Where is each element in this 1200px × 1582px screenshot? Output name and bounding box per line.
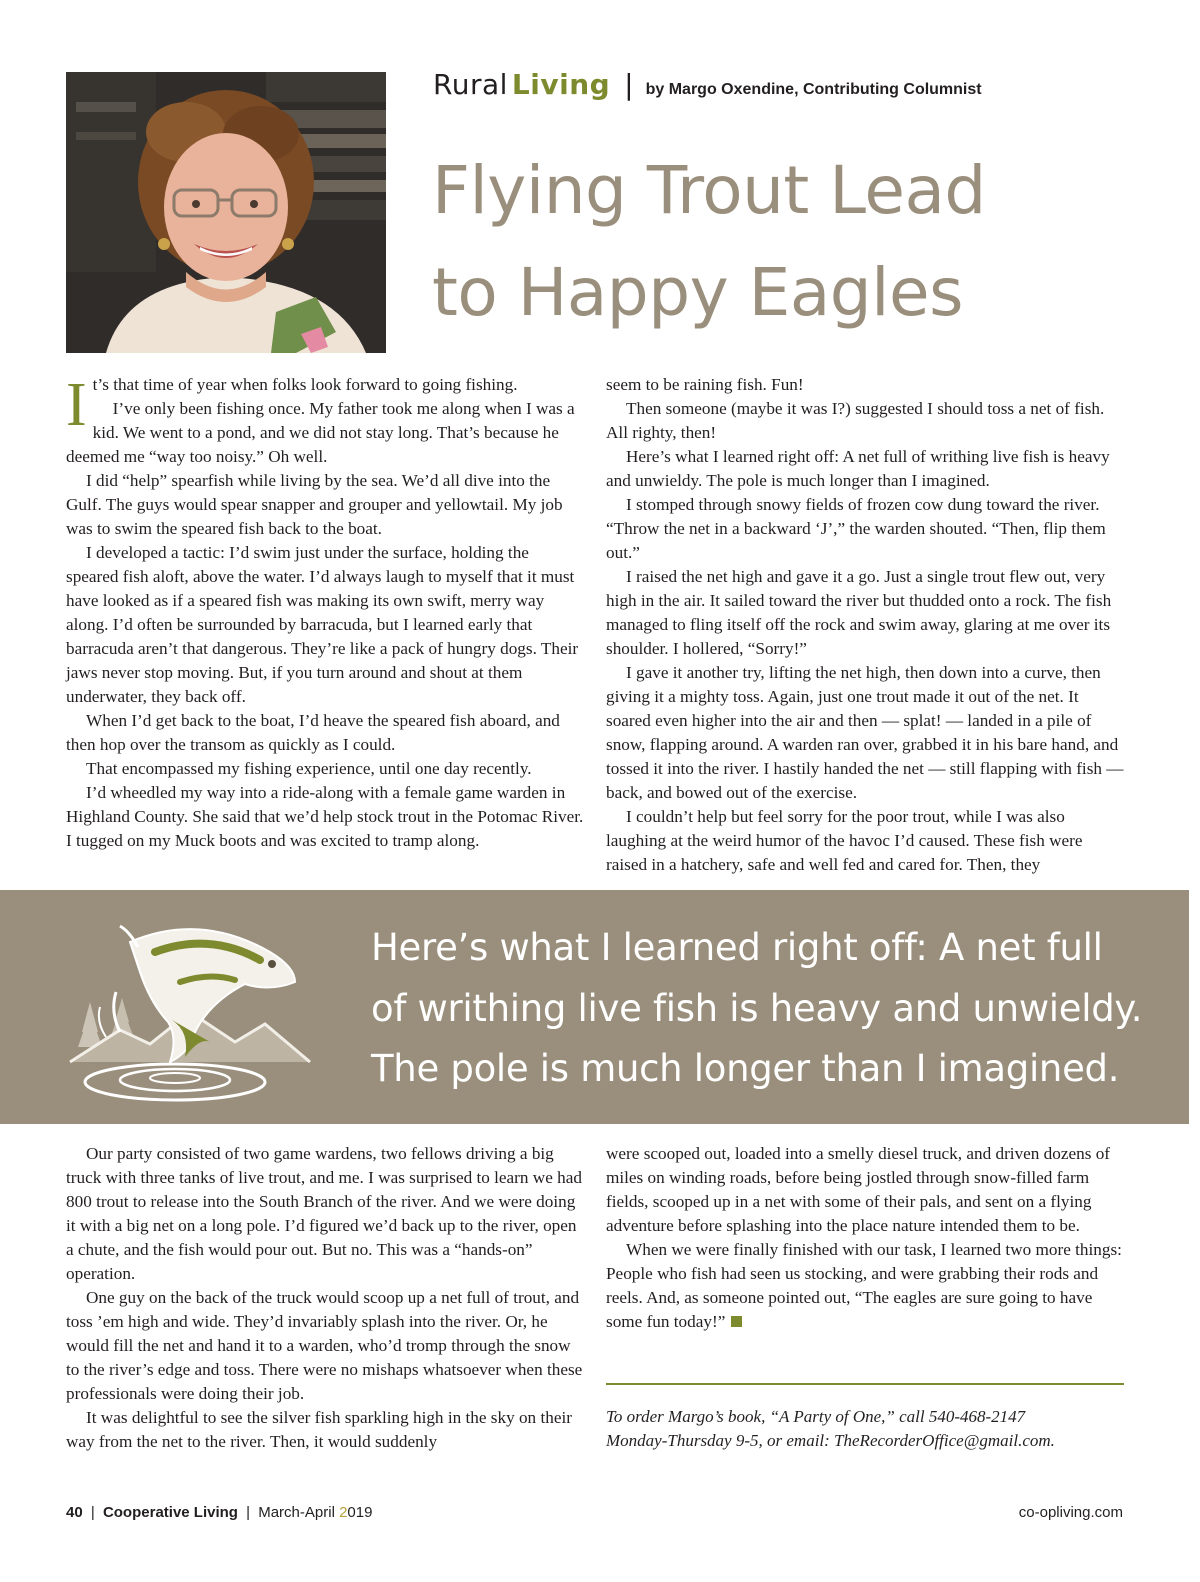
pullquote-line-2: of writhing live fish is heavy and unwieldy.	[371, 986, 1143, 1030]
paragraph: were scooped out, loaded into a smelly diesel truck, and driven dozens of miles on winding roads, before being jostled through snow-filled farm fields, scooped up in a net with some of their pals, and sent on a flying adventure before splashing into the place nature intended them to be.	[606, 1144, 1111, 1235]
headline-line-2: to Happy Eagles	[432, 254, 964, 331]
paragraph: That encompassed my fishing experience, until one day recently.	[86, 759, 532, 778]
footer-separator: |	[90, 1504, 95, 1521]
paragraph: I’ve only been fishing once. My father took me along when I was a kid. We went to a pond, and we did not stay long. That’s because he deemed me “way too noisy.” Oh well.	[66, 399, 575, 466]
article-column-4	[606, 1142, 1126, 1334]
trout-illustration-icon	[60, 912, 320, 1112]
article-headline	[432, 140, 1172, 344]
paragraph: When I’d get back to the boat, I’d heave the speared fish aboard, and then hop over the transom as quickly as I could.	[66, 711, 560, 754]
footer-separator: |	[246, 1504, 251, 1521]
paragraph: seem to be raining fish. Fun!	[606, 375, 804, 394]
website-link[interactable]: co-opliving.com	[1018, 1504, 1123, 1521]
paragraph: I couldn’t help but feel sorry for the poor trout, while I was also laughing at the weird humor of the havoc I’d caused. These fish were raised in a hatchery, safe and well fed and cared for. Then, they	[606, 807, 1083, 874]
paragraph: I’d wheedled my way into a ride-along with a female game warden in Highland County. She said that we’d help stock trout in the Potomac River. I tugged on my Muck boots and was excited to tramp along.	[66, 783, 584, 850]
pullquote-line-3: The pole is much longer than I imagined.	[371, 1047, 1120, 1090]
kicker-separator: |	[624, 68, 634, 101]
book-order-note	[606, 1405, 1136, 1453]
article-column-3	[66, 1142, 584, 1454]
drop-cap: I	[66, 371, 87, 439]
end-mark-icon	[731, 1316, 742, 1327]
order-line-2: Monday-Thursday 9-5, or email: TheRecorderOffice@gmail.com.	[606, 1431, 1055, 1450]
divider-rule	[606, 1383, 1124, 1385]
paragraph: When we were finally finished with our task, I learned two more things: People who fish had seen us stocking, and were grabbing their rods and reels. And, as someone pointed out, “The eagles are sure going to have some fun today!”	[606, 1240, 1122, 1331]
paragraph: I did “help” spearfish while living by the sea. We’d all dive into the Gulf. The guys would spear snapper and grouper and yellowtail. My job was to swim the speared fish back to the boat.	[66, 471, 563, 538]
pullquote-band	[0, 890, 1189, 1124]
page-number: 40	[66, 1504, 83, 1521]
paragraph: I raised the net high and gave it a go. Just a single trout flew out, very high in the air. It sailed toward the river but thudded onto a rock. The fish managed to fling itself off the rock and swim away, glaring at me over its shoulder. I hollered, “Sorry!”	[606, 567, 1112, 658]
paragraph: Our party consisted of two game wardens, two fellows driving a big truck with three tanks of live trout, and me. I was surprised to learn we had 800 trout to release into the South Branch of the river. And we were doing it with a big net on a long pole. I’d figured we’d back up to the river, open a chute, and the fish would pour out. But no. This was a “hands-on” operation.	[66, 1144, 582, 1283]
byline: by Margo Oxendine, Contributing Columnist	[645, 81, 982, 98]
order-line-1: To order Margo’s book, “A Party of One,” call 540-468-2147	[606, 1407, 1026, 1426]
paragraph: It was delightful to see the silver fish sparkling high in the sky on their way from the net to the river. Then, it would suddenly	[66, 1408, 572, 1451]
section-living: Living	[511, 68, 611, 101]
paragraph: I stomped through snowy fields of frozen cow dung toward the river. “Throw the net in a backward ‘J’,” the warden shouted. “Then, flip them out.”	[606, 495, 1106, 562]
page-footer	[66, 1504, 372, 1521]
pullquote-line-1: Here’s what I learned right off: A net full	[371, 926, 1103, 969]
paragraph: Here’s what I learned right off: A net full of writhing live fish is heavy and unwieldy. The pole is much longer than I imagined.	[606, 447, 1110, 490]
section-kicker	[433, 68, 982, 108]
article-column-2	[606, 373, 1126, 877]
paragraph: Then someone (maybe it was I?) suggested I should toss a net of fish. All righty, then!	[606, 399, 1105, 442]
paragraph: I developed a tactic: I’d swim just under the surface, holding the speared fish aloft, above the water. I’d always laugh to myself that it must have looked as if a speared fish was making its own swift, merry way along. I’d often be surrounded by barracuda, but I learned early that barracuda aren’t that dangerous. They’re like a pack of hungry dogs. Their jaws never stop moving. But, if you turn around and shout at them underwater, they back off.	[66, 543, 579, 706]
headline-line-1: Flying Trout Lead	[432, 152, 986, 229]
author-photo	[66, 72, 386, 353]
paragraph: It’s that time of year when folks look forward to going fishing.	[66, 371, 518, 439]
pullquote-text	[371, 918, 1171, 1100]
section-rural: Rural	[433, 68, 508, 101]
paragraph: I gave it another try, lifting the net high, then down into a curve, then giving it a mighty toss. Again, just one trout made it out of the net. It soared even higher into the air and then — splat! — landed in a pile of snow, flapping around. A warden ran over, grabbed it in his bare hand, and tossed it into the river. I hastily handed the net — still flapping with fish — back, and bowed out of the exercise.	[606, 663, 1124, 802]
magazine-name: Cooperative Living	[102, 1504, 238, 1521]
article-column-1	[66, 373, 584, 853]
issue-date: March-April 2019	[258, 1504, 373, 1521]
paragraph: One guy on the back of the truck would scoop up a net full of trout, and toss ’em high and wide. They’d invariably splash into the river. Or, he would fill the net and hand it to a warden, who’d tromp through the snow to the river’s edge and toss. There were no mishaps whatsoever when these professionals were doing their job.	[66, 1288, 583, 1403]
